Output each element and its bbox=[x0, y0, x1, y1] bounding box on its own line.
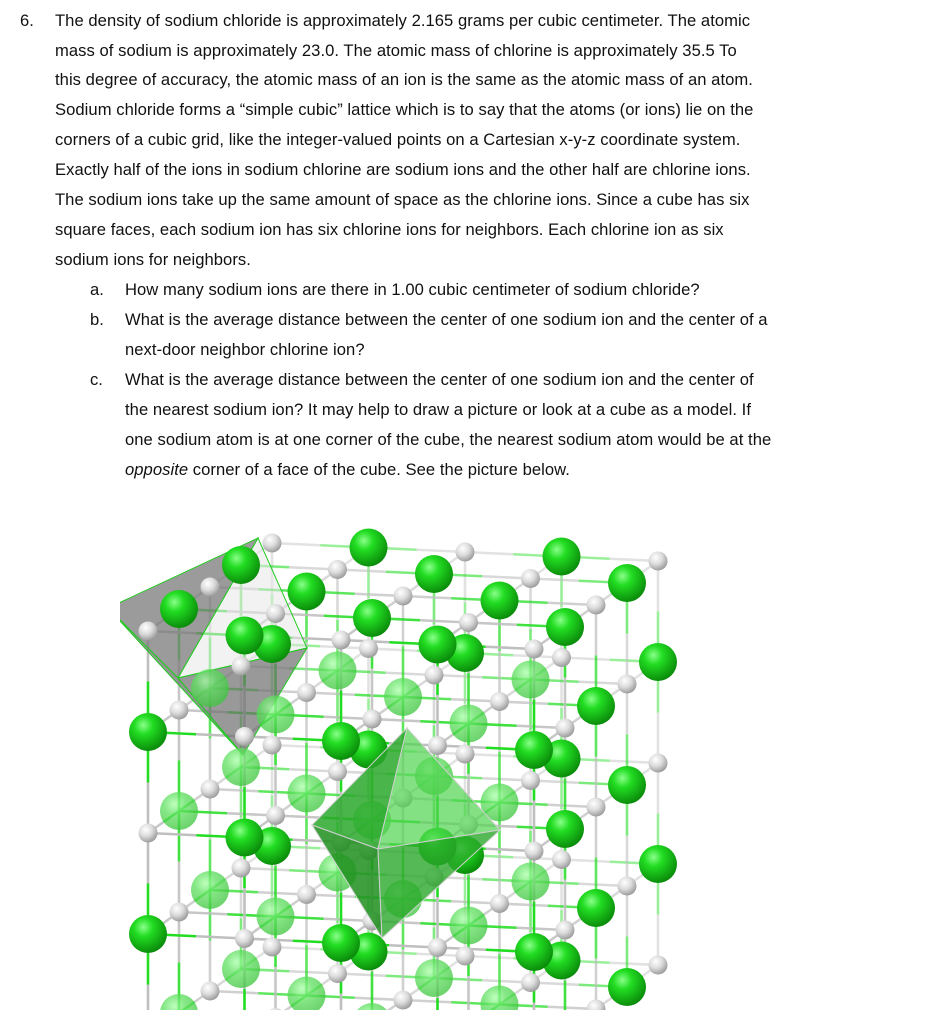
sodium-ion bbox=[139, 622, 158, 641]
sodium-ion bbox=[359, 639, 378, 658]
chlorine-ion bbox=[226, 617, 264, 655]
chlorine-ion bbox=[481, 986, 519, 1011]
sodium-ion bbox=[394, 587, 413, 606]
chlorine-ion bbox=[546, 608, 584, 646]
sodium-ion bbox=[521, 771, 540, 790]
chlorine-ion bbox=[160, 792, 198, 830]
intro-line: The sodium ions take up the same amount of space as the chlorine ions. Since a cube has six bbox=[55, 190, 750, 209]
part-line: What is the average distance between the center of one sodium ion and the center of a bbox=[125, 310, 768, 329]
chlorine-ion bbox=[512, 863, 550, 901]
part-line: What is the average distance between the center of one sodium ion and the center of bbox=[125, 370, 754, 389]
chlorine-ion bbox=[608, 564, 646, 602]
sodium-ion bbox=[618, 675, 637, 694]
chlorine-ion bbox=[608, 766, 646, 804]
chlorine-ion bbox=[350, 529, 388, 567]
sodium-ion bbox=[170, 701, 189, 720]
chlorine-ion bbox=[129, 713, 167, 751]
sodium-ion bbox=[459, 613, 478, 632]
problem-number: 6. bbox=[20, 11, 34, 30]
sodium-ion bbox=[649, 956, 668, 975]
chlorine-ion bbox=[257, 696, 295, 734]
sodium-ion bbox=[525, 842, 544, 861]
chlorine-ion bbox=[481, 582, 519, 620]
sodium-ion bbox=[428, 938, 447, 957]
sodium-ion bbox=[394, 991, 413, 1010]
chlorine-ion bbox=[319, 652, 357, 690]
chlorine-ion bbox=[191, 669, 229, 707]
chlorine-ion bbox=[288, 977, 326, 1011]
lattice-diagram bbox=[120, 500, 680, 1010]
sodium-ion bbox=[363, 710, 382, 729]
sodium-ion bbox=[649, 552, 668, 571]
chlorine-ion bbox=[415, 959, 453, 997]
intro-line: square faces, each sodium ion has six chlorine ions for neighbors. Each chlorine ion as six bbox=[55, 220, 724, 239]
sodium-ion bbox=[332, 631, 351, 650]
sodium-ion bbox=[552, 850, 571, 869]
chlorine-ion bbox=[222, 950, 260, 988]
sodium-ion bbox=[490, 894, 509, 913]
sodium-ion bbox=[232, 859, 251, 878]
sodium-ion bbox=[456, 947, 475, 966]
chlorine-ion bbox=[384, 678, 422, 716]
chlorine-ion bbox=[288, 573, 326, 611]
chlorine-ion bbox=[512, 661, 550, 699]
chlorine-ion bbox=[577, 687, 615, 725]
sodium-ion bbox=[263, 938, 282, 957]
part-label: a. bbox=[90, 280, 104, 299]
sodium-ion bbox=[201, 780, 220, 799]
intro-line: this degree of accuracy, the atomic mass of an ion is the same as the atomic mass of an atom. bbox=[55, 70, 753, 89]
sodium-ion bbox=[328, 762, 347, 781]
chlorine-ion bbox=[415, 555, 453, 593]
chlorine-ion bbox=[450, 907, 488, 945]
sodium-ion bbox=[201, 982, 220, 1001]
chlorine-ion bbox=[639, 643, 677, 681]
sodium-ion bbox=[266, 806, 285, 825]
chlorine-ion bbox=[191, 871, 229, 909]
sodium-ion bbox=[618, 877, 637, 896]
chlorine-ion bbox=[353, 599, 391, 637]
sodium-ion bbox=[170, 903, 189, 922]
sodium-ion bbox=[263, 534, 282, 553]
chlorine-ion bbox=[515, 731, 553, 769]
intro-line: corners of a cubic grid, like the integer-valued points on a Cartesian x-y-z coordinate system. bbox=[55, 130, 741, 149]
chlorine-ion bbox=[450, 705, 488, 743]
chlorine-ion bbox=[160, 590, 198, 628]
part-line: How many sodium ions are there in 1.00 cubic centimeter of sodium chloride? bbox=[125, 280, 700, 299]
chlorine-ion bbox=[419, 626, 457, 664]
chlorine-ion bbox=[226, 819, 264, 857]
sodium-ion bbox=[521, 973, 540, 992]
sodium-ion bbox=[266, 604, 285, 623]
sodium-ion bbox=[297, 683, 316, 702]
sodium-ion bbox=[235, 727, 254, 746]
chlorine-ion bbox=[257, 898, 295, 936]
part-line-rest: corner of a face of the cube. See the picture below. bbox=[188, 460, 570, 479]
part-line bbox=[125, 460, 570, 480]
sodium-ion bbox=[428, 736, 447, 755]
chlorine-ion bbox=[577, 889, 615, 927]
intro-line: Sodium chloride forms a “simple cubic” lattice which is to say that the atoms (or ions) lie on the bbox=[55, 100, 754, 119]
chlorine-ion bbox=[129, 915, 167, 953]
sodium-ion bbox=[456, 745, 475, 764]
chlorine-ion bbox=[353, 1003, 391, 1010]
sodium-ion bbox=[556, 921, 575, 940]
sodium-ion bbox=[587, 798, 606, 817]
sodium-ion bbox=[139, 824, 158, 843]
chlorine-ion bbox=[160, 994, 198, 1010]
sodium-ion bbox=[235, 929, 254, 948]
emphasis-opposite: opposite bbox=[125, 460, 189, 479]
chlorine-ion bbox=[222, 748, 260, 786]
sodium-ion bbox=[266, 1008, 285, 1010]
chlorine-ion bbox=[543, 538, 581, 576]
chlorine-ion bbox=[608, 968, 646, 1006]
sodium-ion bbox=[552, 648, 571, 667]
sodium-ion bbox=[587, 596, 606, 615]
sodium-ion bbox=[649, 754, 668, 773]
sodium-ion bbox=[425, 666, 444, 685]
sodium-ion bbox=[525, 640, 544, 659]
sodium-ion bbox=[297, 885, 316, 904]
sodium-ion bbox=[201, 578, 220, 597]
chlorine-ion bbox=[515, 933, 553, 971]
sodium-ion bbox=[490, 692, 509, 711]
sodium-ion bbox=[328, 964, 347, 983]
sodium-ion bbox=[556, 719, 575, 738]
chlorine-ion bbox=[322, 722, 360, 760]
sodium-ion bbox=[587, 1000, 606, 1011]
chlorine-ion bbox=[322, 924, 360, 962]
intro-line: Exactly half of the ions in sodium chlorine are sodium ions and the other half are chlorine ions. bbox=[55, 160, 751, 179]
sodium-ion bbox=[456, 543, 475, 562]
sodium-ion bbox=[263, 736, 282, 755]
sodium-ion bbox=[328, 560, 347, 579]
chlorine-ion bbox=[546, 810, 584, 848]
sodium-ion bbox=[232, 657, 251, 676]
part-line: the nearest sodium ion? It may help to draw a picture or look at a cube as a model. If bbox=[125, 400, 751, 419]
intro-line: The density of sodium chloride is approximately 2.165 grams per cubic centimeter. The atomic bbox=[55, 11, 751, 30]
part-label: c. bbox=[90, 370, 103, 389]
chlorine-ion bbox=[222, 546, 260, 584]
sodium-ion bbox=[521, 569, 540, 588]
part-line: one sodium atom is at one corner of the cube, the nearest sodium atom would be at the bbox=[125, 430, 772, 449]
chlorine-ion bbox=[639, 845, 677, 883]
intro-line: mass of sodium is approximately 23.0. The atomic mass of chlorine is approximately 35.5 To bbox=[55, 41, 737, 60]
intro-line: sodium ions for neighbors. bbox=[55, 250, 251, 269]
part-line: next-door neighbor chlorine ion? bbox=[125, 340, 365, 359]
chlorine-ion bbox=[288, 775, 326, 813]
nacl-lattice-figure bbox=[120, 500, 680, 1010]
part-label: b. bbox=[90, 310, 104, 329]
